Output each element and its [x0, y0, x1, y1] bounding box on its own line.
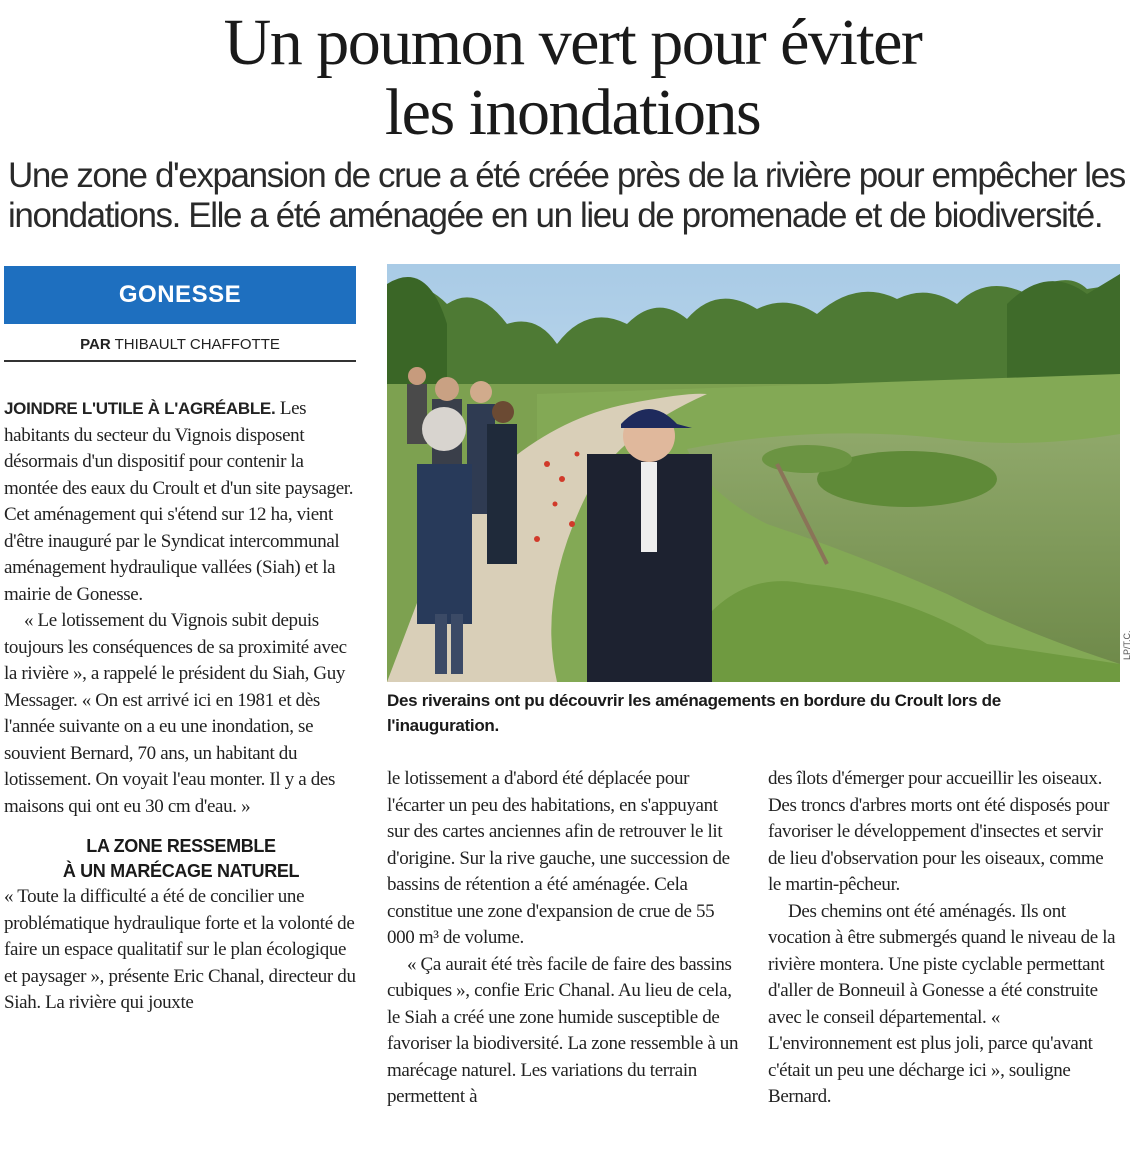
photo-illustration [387, 264, 1120, 682]
lead-in: JOINDRE L'UTILE À L'AGRÉABLE. [4, 399, 276, 418]
subhead-line-1: LA ZONE RESSEMBLE [86, 836, 276, 856]
byline-author: THIBAULT CHAFFOTTE [114, 336, 280, 353]
article-photo [387, 264, 1120, 682]
headline-line-2: les inondations [384, 76, 761, 149]
col1-paragraph-1 [4, 396, 358, 608]
col1-paragraph-2: « Le lotissement du Vignois subit depuis toujours les conséquences de sa proximité avec la rivière », a rappelé le président du Siah, Guy Messager. « On est arrivé ici en 1981 et dès l'année suivante on a eu une inondation, se souvient Bernard, 70 ans, un habitant du lotissement. On voyait l'eau monter. Il y a des maisons qui ont eu 30 cm d'eau. » [4, 610, 347, 817]
col2-paragraph-2: « Ça aurait été très facile de faire des bassins cubiques », confie Eric Chanal. Au lieu de cela, le Siah a créé une zone humide susceptible de favoriser la biodiversité. La zone ressemble à un marécage naturel. Les variations du terrain permettent à [387, 953, 739, 1107]
headline-line-1: Un poumon vert pour éviter [223, 6, 922, 79]
col3-paragraph-2: Des chemins ont été aménagés. Ils ont vocation à être submergés quand le niveau de la rivière montera. Une piste cyclable permettant d'aller de Bonneuil à Gonesse a été construite avec le conseil départemental. « L'environnement est plus joli, parce qu'avant c'était un peu une décharge ici », souligne Bernard. [768, 900, 1116, 1107]
byline-prefix: PAR [80, 336, 111, 353]
location-tag: GONESSE [4, 266, 356, 324]
photo-caption: Des riverains ont pu découvrir les aménagements en bordure du Croult lors de l'inauguration. [387, 691, 1001, 735]
text-column-2 [387, 766, 739, 1111]
text-column-1 [4, 396, 358, 1017]
byline [4, 332, 356, 362]
headline [0, 8, 1145, 148]
col3-paragraph-1: des îlots d'émerger pour accueillir les oiseaux. Des troncs d'arbres morts ont été disposés pour favoriser le développement d'insectes et servir de lieu d'observation pour les oiseaux, comme le martin-pêcheur. [768, 768, 1110, 895]
subhead [4, 834, 358, 884]
text-column-3 [768, 766, 1120, 1111]
col1-paragraph-1-text: Les habitants du secteur du Vignois disposent désormais d'un dispositif pour contenir la montée des eaux du Croult et d'un site paysager. Cet aménagement qui s'étend sur 12 ha, vient d'être inauguré par le Syndicat intercommunal aménagement hydraulique vallées (Siah) et la mairie de Gonesse. [4, 398, 354, 605]
col1-paragraph-3: « Toute la difficulté a été de concilier une problématique hydraulique forte et la volonté de faire un espace qualitatif sur le plan écologique et paysager », présente Eric Chanal, directeur du Siah. La rivière qui jouxte [4, 886, 356, 1013]
subhead-line-2: À UN MARÉCAGE NATUREL [62, 861, 300, 881]
col2-paragraph-1: le lotissement a d'abord été déplacée pour l'écarter un peu des habitations, en s'appuyant sur des cartes anciennes afin de retrouver le lit d'origine. Sur la rive gauche, une succession de bassins de rétention a été aménagée. Cela constitue une zone d'expansion de crue de 55 000 m³ de volume. [387, 768, 730, 948]
photo-credit: LP/T.C. [1122, 630, 1132, 660]
standfirst: Une zone d'expansion de crue a été créée près de la rivière pour empêcher les inondations. Elle a été aménagée en un lieu de promenade et de biodiversité. [8, 156, 1125, 235]
